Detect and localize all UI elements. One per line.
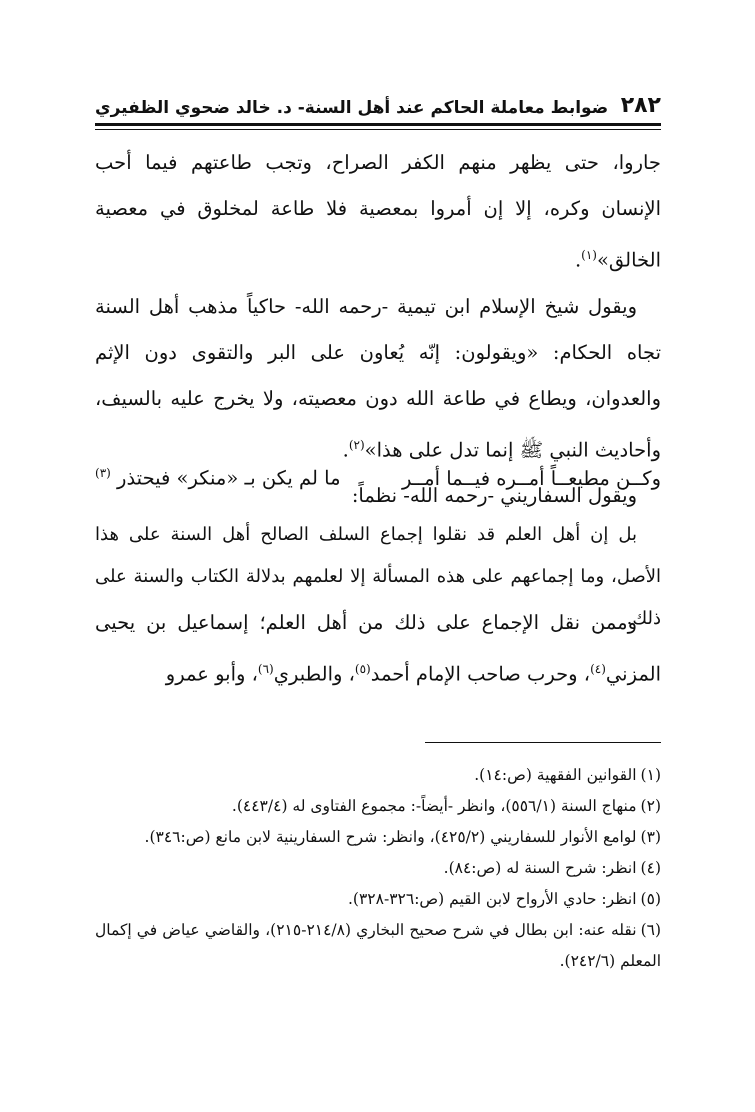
verse-line [95, 456, 661, 500]
footnote-ref-1[interactable]: (١) [581, 248, 597, 262]
paragraph-4-part-b: ، وحرب صاحب الإمام أحمد [370, 662, 591, 686]
verse-hemistich-1: وكــن مطيعــاً أمــره فيــما أمــر [401, 466, 661, 490]
paragraph-1 [95, 140, 661, 284]
footnote-3 [95, 822, 661, 853]
footnote-number: (٢) [640, 797, 661, 815]
paragraph-3: ويقول السفاريني -رحمه الله- نظماً: [351, 484, 637, 507]
footnote-text: القوانين الفقهية (ص:١٤). [474, 766, 637, 784]
footnote-2 [95, 791, 661, 822]
footnote-ref-3[interactable]: (٣) [95, 466, 111, 481]
footnote-text: انظر: حادي الأرواح لابن القيم (ص:٣٢٦-٣٢٨). [348, 890, 637, 908]
footnote-ref-4[interactable]: (٤) [590, 662, 606, 676]
footnote-text: نقله عنه: ابن بطال في شرح صحيح البخاري (٢١٤/٨-٢١٥)، والقاضي عياض في إكمال المعلم (٢٤٢/٦). [95, 921, 661, 970]
page-number: ٢٨٢ [620, 93, 661, 118]
footnote-number: (٦) [640, 921, 662, 939]
footnote-number: (١) [640, 766, 661, 784]
header-rule-thick [95, 123, 661, 126]
paragraph-4-part-c: ، والطبري [273, 662, 355, 686]
footnote-separator [425, 742, 661, 743]
footnote-text: منهاج السنة (٥٥٦/١)، وانظر -أيضاً-: مجموع الفتاوى له (٤٤٣/٤). [231, 797, 637, 815]
footnote-number: (٣) [640, 828, 661, 846]
quote-text: بل إن أهل العلم قد نقلوا إجماع السلف الصالح أهل السنة على هذا الأصل، وما إجماعهم على هذه المسألة إلا لعلمهم بدلالة الكتاب والسنة على ذلك. [95, 524, 661, 629]
paragraph-1-end: . [574, 248, 582, 272]
paragraph-2-end: . [342, 438, 349, 461]
page-header [95, 82, 661, 118]
running-title: ضوابط معاملة الحاكم عند أهل السنة- د. خالد ضحوي الظفيري [95, 98, 609, 118]
paragraph-4 [95, 600, 661, 698]
paragraph-1-text: جاروا، حتى يظهر منهم الكفر الصراح، وتجب طاعتهم فيما أحب الإنسان وكره، إلا إن أمروا بمعصية فلا طاعة لمخلوق في معصية الخالق» [95, 151, 661, 272]
footnote-5 [95, 884, 661, 915]
footnote-ref-2[interactable]: (٢) [348, 437, 365, 452]
footnote-number: (٤) [640, 859, 661, 877]
footnote-number: (٥) [640, 890, 661, 908]
footnote-1 [95, 760, 661, 791]
header-rule-thin [95, 129, 661, 130]
footnote-6 [95, 915, 661, 977]
paragraph-2 [95, 284, 661, 474]
main-text-continued [95, 600, 661, 698]
footnote-ref-5[interactable]: (٥) [354, 662, 371, 676]
footnote-4 [95, 853, 661, 884]
footnote-ref-6[interactable]: (٦) [257, 662, 274, 676]
paragraph-2-text: ويقول شيخ الإسلام ابن تيمية -رحمه الله- حاكياً مذهب أهل السنة تجاه الحكام: «ويقولون: إنّه يُعاون على البر والتقوى دون الإثم والعدوان، ويطاع في طاعة الله دون معصيته، ولا يخرج عليه بالسيف، وأحاديث النبي ﷺ إنما تدل على هذا» [95, 294, 661, 461]
footnote-text: انظر: شرح السنة له (ص:٨٤). [443, 859, 637, 877]
paragraph-4-part-a: وممن نقل الإجماع على ذلك من أهل العلم؛ إسماعيل بن يحيى المزني [95, 611, 661, 686]
footnote-text: لوامع الأنوار للسفاريني (٤٢٥/٢)، وانظر: شرح السفارينية لابن مانع (ص:٣٤٦). [144, 828, 637, 846]
verse-hemistich-2-group [95, 466, 341, 490]
footnotes [95, 760, 661, 977]
paragraph-4-part-d: ، وأبو عمرو [165, 662, 258, 686]
verse-hemistich-2: ما لم يكن بـ «منكر» فيحتذر [117, 466, 341, 490]
